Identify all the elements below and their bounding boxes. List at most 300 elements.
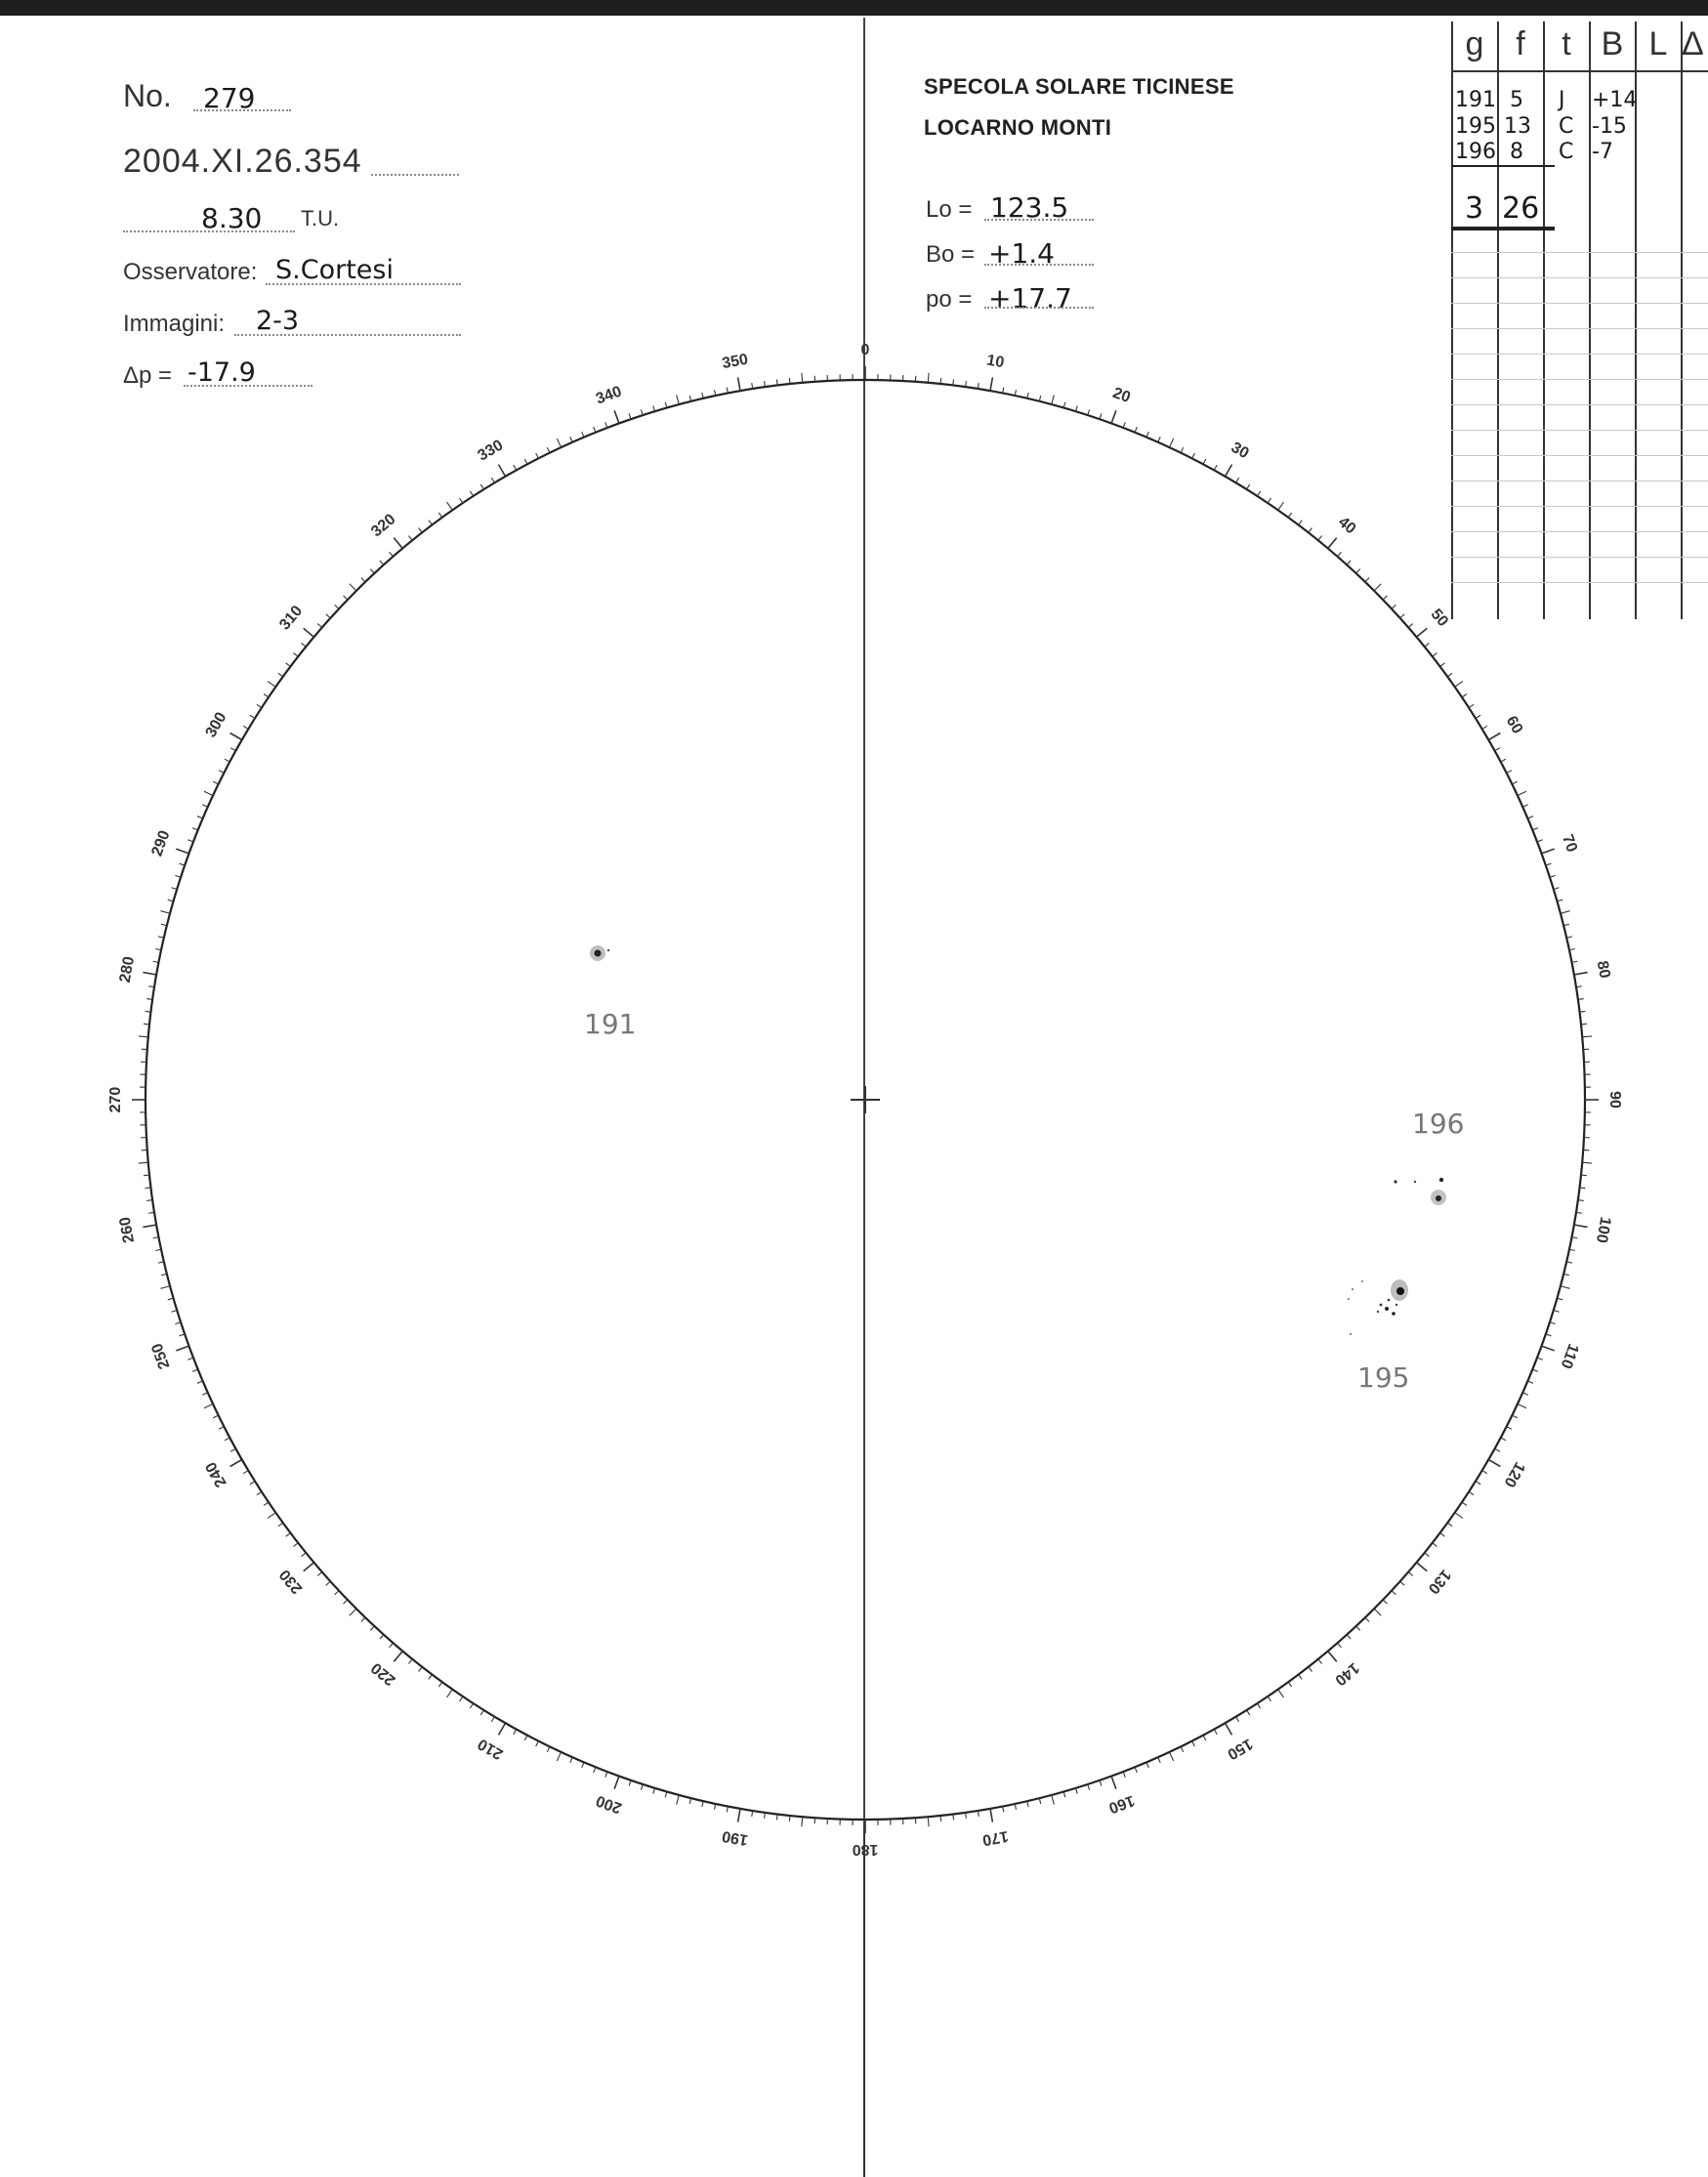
total-spots: 26 [1502, 191, 1540, 226]
dial-tick [294, 1543, 299, 1547]
dial-label-140: 140 [1331, 1658, 1362, 1689]
dial-tick [230, 733, 242, 740]
dial-tick [1318, 1659, 1322, 1664]
row1-f: 5 [1510, 88, 1523, 112]
dial-tick [953, 380, 954, 386]
dial-tick [202, 1393, 207, 1395]
dial-tick [1433, 1543, 1437, 1547]
dial-tick [225, 759, 229, 762]
dial-label-280: 280 [116, 955, 139, 984]
dial-tick [1383, 596, 1387, 600]
dial-label-260: 260 [116, 1215, 139, 1244]
dial-tick [250, 715, 255, 718]
dial-tick [470, 1703, 473, 1708]
dial-label-340: 340 [594, 383, 625, 408]
dial-label-350: 350 [721, 351, 750, 373]
dial-tick [335, 605, 339, 608]
dial-tick [605, 1772, 607, 1778]
dial-tick [1563, 924, 1569, 925]
dial-label-250: 250 [148, 1340, 174, 1371]
dial-tick [1582, 1036, 1592, 1037]
dial-tick [1542, 1346, 1555, 1351]
dial-tick [928, 373, 929, 383]
dial-tick [689, 1798, 690, 1804]
dial-tick [557, 439, 561, 447]
dial-label-290: 290 [148, 828, 174, 859]
dial-tick [192, 1369, 198, 1371]
dial-tick [1247, 484, 1250, 489]
station-name [924, 66, 1234, 148]
L0-value: 123.5 [990, 191, 1069, 224]
dial-label-70: 70 [1558, 832, 1581, 855]
number-dotline [193, 109, 291, 111]
pore [1414, 1181, 1416, 1183]
date-value: 2004.XI.26.354 [123, 143, 362, 180]
dial-tick [380, 1635, 384, 1639]
dial-tick [1440, 1533, 1445, 1537]
dial-tick [738, 377, 740, 391]
dial-tick [1408, 624, 1413, 628]
dial-tick [350, 584, 356, 591]
dial-tick [1440, 663, 1445, 667]
dial-tick [802, 373, 803, 383]
dial-tick [1052, 1795, 1055, 1805]
dial-tick [1100, 1780, 1102, 1786]
dial-tick [594, 427, 596, 433]
dial-tick [1039, 396, 1040, 401]
dial-label-320: 320 [368, 511, 399, 541]
pore [1348, 1298, 1350, 1300]
dial-tick [268, 682, 275, 688]
pore [1385, 1307, 1389, 1311]
dial-tick [1257, 491, 1260, 496]
col-header-t: t [1562, 25, 1571, 63]
dial-tick [702, 393, 703, 398]
dial-tick [1374, 584, 1381, 591]
dial-tick [1027, 1801, 1028, 1807]
dial-label-160: 160 [1105, 1791, 1137, 1817]
dial-tick [1581, 1024, 1587, 1025]
row3-f: 8 [1510, 140, 1523, 164]
dial-tick [438, 513, 442, 518]
dial-tick [1347, 1635, 1351, 1639]
dial-tick [204, 1403, 213, 1407]
dial-tick [176, 849, 188, 854]
dial-tick [499, 465, 506, 477]
dial-tick [230, 748, 235, 751]
dial-tick [1537, 840, 1543, 842]
col-header-B: B [1601, 25, 1624, 63]
dial-tick [1550, 875, 1556, 877]
dial-tick [176, 1346, 188, 1351]
dial-tick [594, 1767, 596, 1773]
dial-tick [1365, 578, 1369, 582]
dial-tick [361, 1617, 365, 1621]
dial-tick [1203, 459, 1206, 464]
dial-tick [264, 1502, 269, 1505]
dial-tick [225, 1438, 229, 1441]
dial-tick [1417, 628, 1428, 637]
observer-value: S.Cortesi [275, 255, 394, 285]
dial-tick [264, 694, 269, 697]
group-label-191: 191 [584, 1008, 637, 1040]
dial-tick [460, 498, 463, 503]
dial-tick [1088, 409, 1090, 415]
dial-tick [1278, 502, 1284, 510]
dial-tick [1257, 1703, 1260, 1708]
dial-tick [438, 1682, 442, 1687]
row3-g: 196 [1455, 140, 1496, 164]
dial-tick [1181, 1746, 1184, 1751]
dial-tick [1169, 1752, 1173, 1761]
dial-tick [361, 578, 365, 582]
dial-tick [286, 663, 291, 667]
dial-tick [408, 536, 412, 541]
L0-dotline [984, 219, 1094, 221]
dial-tick [1532, 828, 1538, 830]
pore [1396, 1304, 1397, 1306]
dial-tick [570, 1757, 572, 1762]
umbra [1436, 1195, 1441, 1201]
dial-tick [202, 805, 207, 807]
dial-label-200: 200 [594, 1791, 625, 1817]
dial-tick [380, 561, 384, 565]
dial-tick [802, 1817, 803, 1826]
pore [1380, 1304, 1383, 1307]
dial-tick [1236, 1717, 1239, 1722]
dial-tick [1447, 673, 1452, 677]
dial-tick [789, 378, 790, 384]
sunspot-group-196 [1394, 1178, 1446, 1205]
dial-tick [1111, 410, 1116, 423]
dial-tick [514, 1730, 517, 1735]
dial-tick [582, 1762, 584, 1768]
dial-tick [582, 432, 584, 438]
dial-tick [629, 413, 631, 419]
dial-tick [470, 491, 473, 496]
dial-tick [1236, 478, 1239, 482]
dial-tick [1288, 513, 1292, 518]
dial-tick [1550, 1322, 1556, 1324]
dial-label-40: 40 [1334, 513, 1359, 538]
dial-tick [547, 1746, 550, 1751]
dial-tick [1278, 1690, 1284, 1697]
dial-tick [197, 816, 203, 818]
sunspots [590, 945, 1446, 1335]
dial-tick [1462, 1502, 1467, 1505]
dial-tick [278, 1523, 283, 1527]
dial-tick [161, 924, 167, 925]
row1-B: +14 [1592, 88, 1638, 112]
dial-tick [1518, 1403, 1526, 1407]
dial-tick [776, 380, 777, 386]
dial-tick [161, 1274, 167, 1275]
dial-tick [1469, 704, 1474, 707]
dial-tick [1561, 911, 1570, 914]
dial-tick [776, 1815, 777, 1821]
dial-tick [146, 1188, 151, 1189]
dial-tick [1400, 614, 1404, 618]
dial-tick [1392, 1591, 1396, 1595]
dial-tick [1135, 427, 1137, 433]
dial-tick [447, 502, 453, 510]
group-label-196: 196 [1412, 1108, 1465, 1140]
dial-tick [1309, 1667, 1312, 1672]
dial-tick [317, 1572, 322, 1576]
dial-tick [953, 1815, 954, 1821]
dial-tick [1501, 759, 1506, 762]
dial-tick [419, 528, 423, 533]
dial-tick [1507, 771, 1512, 774]
dial-tick [1318, 536, 1322, 541]
dial-tick [1518, 791, 1526, 795]
dial-tick [204, 791, 213, 795]
dial-tick [1328, 1652, 1337, 1662]
pore [1361, 1280, 1363, 1282]
dial-tick [1527, 816, 1533, 818]
dial-tick [1158, 1757, 1160, 1762]
dial-tick [278, 673, 283, 677]
row2-f: 13 [1504, 114, 1531, 139]
dial-tick [317, 624, 322, 628]
P0-label: po = [926, 286, 973, 313]
dial-tick [480, 484, 483, 489]
images-label: Immagini: [123, 311, 226, 337]
station-line-2: LOCARNO MONTI [924, 115, 1112, 140]
dial-tick [175, 1322, 181, 1324]
dial-tick [304, 1563, 314, 1571]
dial-label-230: 230 [276, 1566, 307, 1597]
pore [1350, 1333, 1352, 1335]
dial-tick [1408, 1572, 1413, 1576]
dial-tick [514, 465, 517, 470]
dial-tick [1383, 1600, 1387, 1604]
dial-tick [1039, 1798, 1040, 1804]
dial-tick [1476, 715, 1480, 718]
total-groups: 3 [1465, 191, 1484, 226]
dial-tick [394, 1652, 402, 1662]
L0-label: Lo = [926, 196, 973, 223]
col-header-delta: Δ [1682, 25, 1704, 63]
dial-tick [1100, 413, 1102, 419]
dial-label-120: 120 [1500, 1458, 1528, 1490]
dial-tick [1455, 682, 1463, 688]
dial-tick [179, 863, 185, 865]
dial-label-150: 150 [1224, 1735, 1256, 1763]
dial-tick [1563, 1274, 1569, 1275]
dial-label-50: 50 [1427, 606, 1452, 631]
pore [1352, 1288, 1354, 1290]
pore [1394, 1180, 1396, 1183]
time-value: 8.30 [201, 202, 263, 234]
dial-tick [1356, 1626, 1360, 1630]
dial-tick [940, 1816, 941, 1821]
pore [1392, 1312, 1396, 1316]
dial-tick [1417, 1563, 1428, 1571]
dial-label-130: 130 [1424, 1566, 1454, 1597]
dial-tick [1123, 422, 1125, 428]
dial-tick [143, 1225, 156, 1227]
dial-tick [1268, 498, 1271, 503]
dial-tick [213, 781, 218, 784]
B0-dotline [984, 264, 1094, 266]
dial-tick [390, 1643, 394, 1648]
dial-tick [605, 422, 607, 428]
dial-tick [524, 1736, 527, 1740]
dial-tick [677, 395, 680, 404]
dial-tick [179, 1334, 185, 1336]
dial-tick [326, 1581, 330, 1585]
row1-t: J [1559, 88, 1565, 112]
dial-tick [1309, 528, 1312, 533]
row3-B: -7 [1592, 140, 1613, 164]
number-label: No. [123, 78, 172, 113]
dial-tick [547, 447, 550, 452]
dial-tick [1338, 1643, 1342, 1648]
dial-tick [1338, 552, 1342, 557]
delta-p-dotline [184, 385, 312, 387]
dial-tick [1495, 748, 1500, 751]
dial-tick [175, 875, 181, 877]
dial-tick [990, 377, 992, 391]
dial-tick [1512, 781, 1517, 784]
dial-tick [928, 1817, 929, 1826]
dial-tick [491, 1717, 494, 1722]
dial-tick [1447, 1523, 1452, 1527]
dial-label-100: 100 [1592, 1215, 1614, 1244]
dial-tick [1214, 465, 1217, 470]
dial-tick [219, 1427, 224, 1430]
dial-tick [370, 1626, 374, 1630]
dial-tick [335, 1591, 339, 1595]
dial-tick [1374, 1609, 1381, 1615]
dial-tick [1455, 1513, 1463, 1519]
dial-tick [197, 1381, 203, 1383]
dial-label-170: 170 [980, 1826, 1010, 1849]
dial-label-210: 210 [475, 1735, 507, 1763]
col-header-L: L [1648, 25, 1668, 63]
dial-label-330: 330 [475, 437, 507, 465]
dial-label-110: 110 [1557, 1341, 1582, 1371]
dial-tick [641, 409, 643, 415]
dial-tick [1566, 1262, 1572, 1263]
group-label-195: 195 [1357, 1361, 1410, 1394]
col-header-f: f [1516, 25, 1525, 63]
dial-tick [219, 771, 224, 774]
dial-tick [419, 1667, 423, 1672]
dial-tick [143, 973, 156, 975]
dial-tick [1365, 1617, 1369, 1621]
dial-tick [1135, 1767, 1137, 1773]
images-value: 2-3 [256, 306, 300, 336]
dial-tick [1400, 1581, 1404, 1585]
dial-tick [144, 1024, 149, 1025]
dial-tick [1580, 1188, 1586, 1189]
date-dotline [371, 174, 459, 176]
dial-tick [1088, 1784, 1090, 1790]
dial-tick [1111, 1777, 1116, 1789]
pore [1377, 1311, 1379, 1313]
number-value: 279 [203, 82, 256, 114]
dial-tick [1582, 1162, 1592, 1163]
dial-tick [689, 396, 690, 401]
dial-tick [1488, 733, 1500, 740]
dial-tick [1537, 1358, 1543, 1360]
dial-tick [1328, 538, 1337, 549]
dial-tick [1561, 1286, 1570, 1289]
dial-tick [789, 1816, 790, 1821]
dial-tick [1247, 1710, 1250, 1715]
dial-tick [1268, 1696, 1271, 1701]
dial-tick [144, 1175, 149, 1176]
dial-tick [1574, 1225, 1588, 1227]
dial-label-220: 220 [368, 1658, 399, 1689]
dial-label-30: 30 [1228, 439, 1252, 463]
sunspot-group-191 [590, 945, 609, 961]
row2-t: C [1559, 114, 1574, 139]
dial-label-270: 270 [107, 1086, 125, 1113]
row1-g: 191 [1455, 88, 1496, 112]
P0-value: +17.7 [988, 282, 1072, 314]
umbra [595, 950, 602, 957]
dial-tick [158, 937, 164, 938]
dial-label-90: 90 [1605, 1091, 1623, 1109]
dial-tick [1214, 1730, 1217, 1735]
dial-label-180: 180 [852, 1840, 879, 1858]
dial-tick [1501, 1438, 1506, 1441]
dial-tick [1482, 726, 1487, 729]
dial-tick [146, 1011, 151, 1012]
delta-p-label: Δp = [123, 362, 173, 389]
dial-tick [1052, 395, 1055, 404]
dial-tick [677, 1795, 680, 1805]
dial-tick [1027, 393, 1028, 398]
dial-tick [160, 1286, 170, 1289]
time-unit: T.U. [301, 206, 340, 230]
dial-tick [187, 1358, 193, 1360]
dial-tick [187, 840, 193, 842]
dial-tick [1462, 694, 1467, 697]
dial-tick [139, 1162, 148, 1163]
observer-label: Osservatore: [123, 259, 258, 285]
dial-tick [536, 453, 539, 458]
dial-tick [738, 1809, 740, 1822]
dial-tick [429, 1675, 433, 1680]
dial-tick [1527, 1381, 1533, 1383]
dial-tick [1146, 1762, 1148, 1768]
dial-tick [460, 1696, 463, 1701]
dial-tick [1226, 465, 1232, 477]
dial-tick [302, 1553, 307, 1557]
dial-tick [1512, 1415, 1517, 1418]
dial-tick [1542, 849, 1555, 854]
row2-B: -15 [1592, 114, 1627, 139]
dial-tick [160, 911, 170, 914]
dial-label-240: 240 [202, 1458, 230, 1490]
dial-tick [1226, 1723, 1232, 1735]
dial-tick [1469, 1491, 1474, 1494]
dial-tick [1425, 1553, 1430, 1557]
dial-tick [1146, 432, 1148, 438]
dial-tick [394, 538, 402, 549]
images-dotline [234, 334, 461, 336]
dial-tick [557, 1752, 561, 1761]
dial-tick [408, 1659, 412, 1664]
time-dotline [123, 230, 295, 232]
dial-tick [1574, 973, 1588, 975]
dial-tick [286, 1533, 291, 1537]
dial-label-190: 190 [721, 1826, 750, 1849]
